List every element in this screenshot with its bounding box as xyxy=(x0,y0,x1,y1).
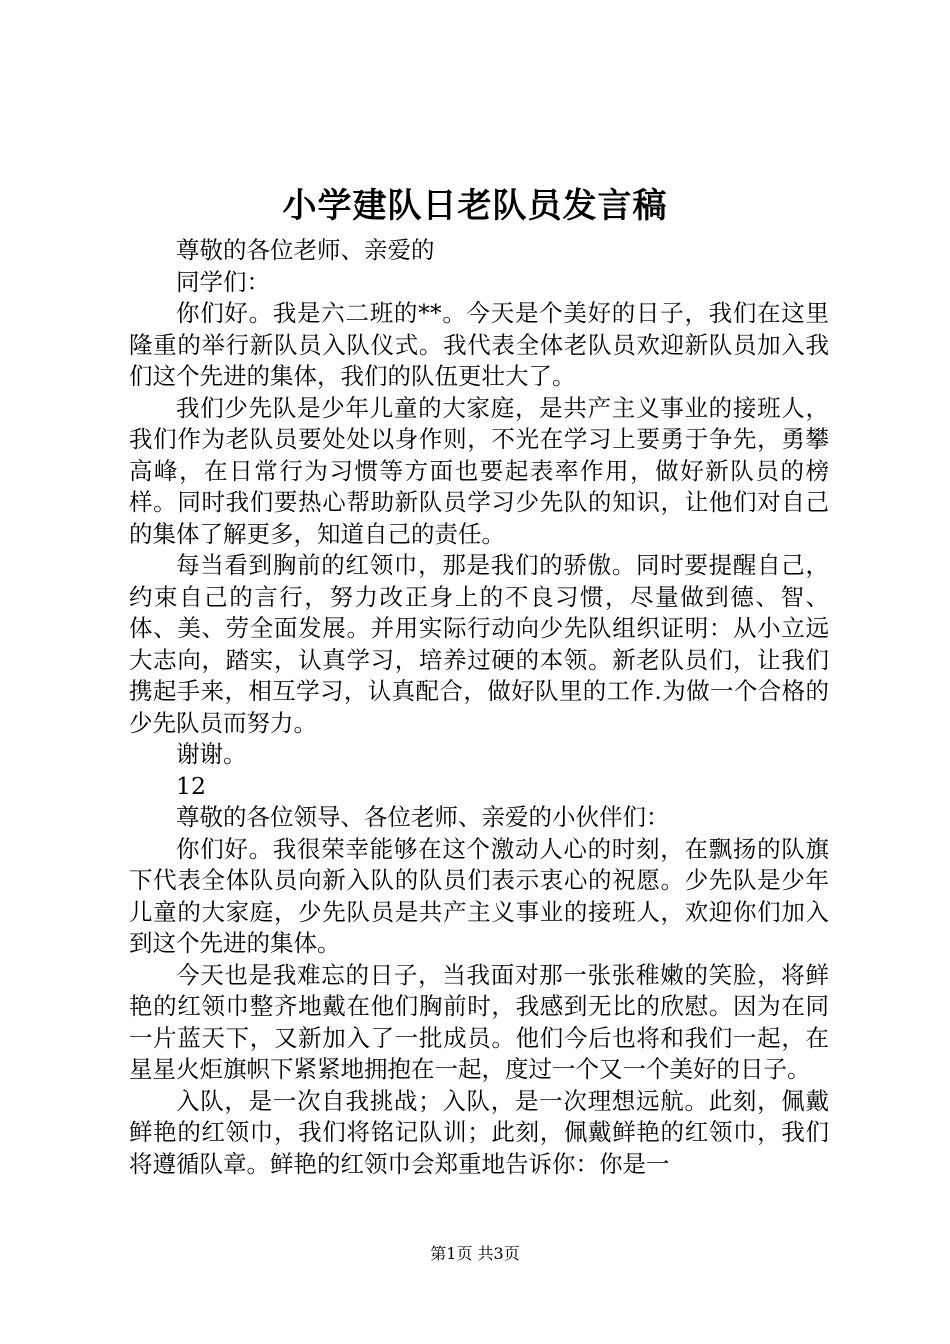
paragraph-section-number: 12 xyxy=(176,771,206,800)
paragraph-red-scarf: 每当看到胸前的红领巾，那是我们的骄傲。同时要提醒自己，约束自己的言行，努力改正身上的不良习惯，尽量做到德、智、体、美、劳全面发展。并用实际行动向少先队组织证明：从小立远大志向，踏实，认真学习，培养过硬的本领。新老队员们，让我们携起手来，相互学习，认真配合，做好队里的工作.为做一个合格的少先队员而努力。 xyxy=(129,551,829,737)
paragraph-joining: 入队，是一次自我挑战；入队，是一次理想远航。此刻，佩戴鲜艳的红领巾，我们将铭记队训；此刻，佩戴鲜艳的红领巾，我们将遵循队章。鲜艳的红领巾会郑重地告诉你：你是一 xyxy=(129,1086,829,1178)
paragraph-intro: 你们好。我是六二班的**。今天是个美好的日子，我们在这里隆重的举行新队员入队仪式。我代表全体老队员欢迎新队员加入我们这个先进的集体，我们的队伍更壮大了。 xyxy=(129,299,829,390)
paragraph-role-model: 我们少先队是少年儿童的大家庭，是共产主义事业的接班人，我们作为老队员要处处以身作则，不光在学习上要勇于争先，勇攀高峰，在日常行为习惯等方面也要起表率作用，做好新队员的榜样。同时我们要热心帮助新队员学习少先队的知识，让他们对自己的集体了解更多，知道自己的责任。 xyxy=(129,393,829,548)
paragraph-memorable-day: 今天也是我难忘的日子，当我面对那一张张稚嫩的笑脸，将鲜艳的红领巾整齐地戴在他们胸前时，我感到无比的欣慰。因为在同一片蓝天下，又新加入了一批成员。他们今后也将和我们一起，在星星火炬旗帜下紧紧地拥抱在一起，度过一个又一个美好的日子。 xyxy=(129,960,829,1083)
paragraph-greeting-1: 尊敬的各位老师、亲爱的 xyxy=(176,236,435,264)
document-body xyxy=(129,235,829,1180)
paragraph-greeting-2: 同学们： xyxy=(176,267,270,296)
document-title: 小学建队日老队员发言稿 xyxy=(282,186,668,226)
paragraph-welcome: 你们好。我很荣幸能够在这个激动人心的时刻，在飘扬的队旗下代表全体队员向新入队的队员们表示衷心的祝愿。少先队是少年儿童的大家庭，少先队员是共产主义事业的接班人，欢迎你们加入到这个先进的集体。 xyxy=(129,834,829,957)
paragraph-greeting-3: 尊敬的各位领导、各位老师、亲爱的小伙伴们： xyxy=(176,803,670,831)
page-indicator: 第1页 共3页 xyxy=(430,1244,520,1263)
paragraph-thanks: 谢谢。 xyxy=(176,740,247,768)
